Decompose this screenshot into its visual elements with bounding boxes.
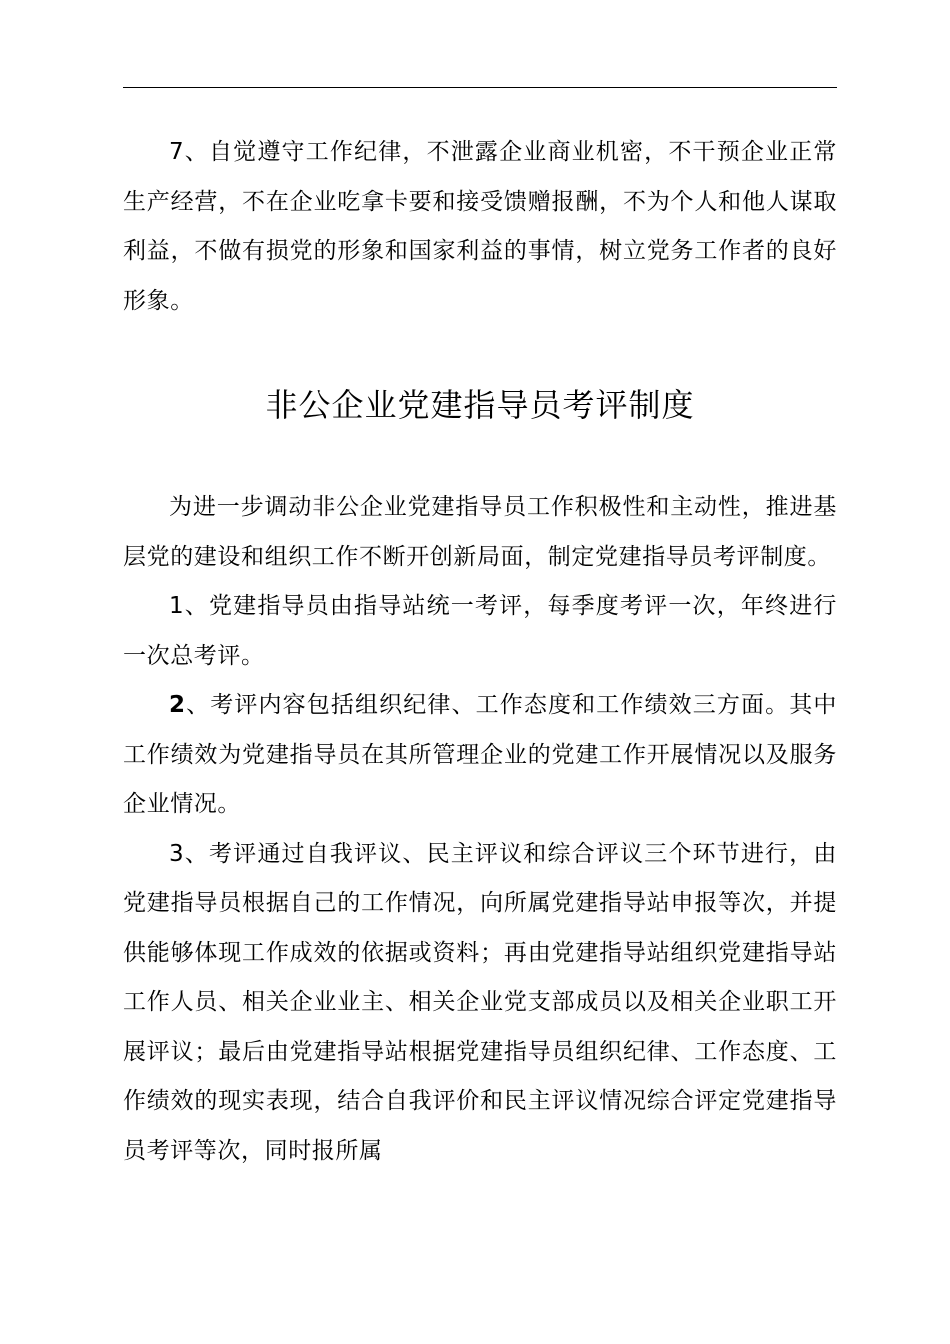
document-page: [123, 128, 837, 1176]
paragraph-item-3: [123, 830, 837, 1177]
item-number: 1: [169, 593, 185, 619]
paragraph-item-2: [123, 681, 837, 830]
header-rule: [123, 87, 837, 88]
intro-paragraph: 为进一步调动非公企业党建指导员工作积极性和主动性，推进基层党的建设和组织工作不断开创新局面，制定党建指导员考评制度。: [123, 494, 837, 570]
paragraph-item-1: [123, 582, 837, 681]
document-title: 非公企业党建指导员考评制度: [265, 386, 695, 424]
item-number: 2: [169, 692, 186, 718]
paragraph-item-7: 7、自觉遵守工作纪律，不泄露企业商业机密，不干预企业正常生产经营，不在企业吃拿卡要和接受馈赠报酬，不为个人和他人谋取利益，不做有损党的形象和国家利益的事情，树立党务工作者的良好形象。: [123, 139, 837, 314]
item-text: 、考评内容包括组织纪律、工作态度和工作绩效三方面。其中工作绩效为党建指导员在其所管理企业的党建工作开展情况以及服务企业情况。: [123, 692, 837, 817]
item-number: 3: [169, 840, 185, 867]
item-text: 、党建指导员由指导站统一考评，每季度考评一次，年终进行一次总考评。: [123, 593, 837, 669]
item-text: 、考评通过自我评议、民主评议和综合评议三个环节进行，由党建指导员根据自己的工作情况，向所属党建指导站申报等次，并提供能够体现工作成效的依据或资料；再由党建指导站组织党建指导站工作人员、相关企业业主、相关企业党支部成员以及相关企业职工开展评议；最后由党建指导站根据党建指导员组织纪律、工作态度、工作绩效的现实表现，结合自我评价和民主评议情况综合评定党建指导员考评等次，同时报所属: [123, 840, 837, 1164]
